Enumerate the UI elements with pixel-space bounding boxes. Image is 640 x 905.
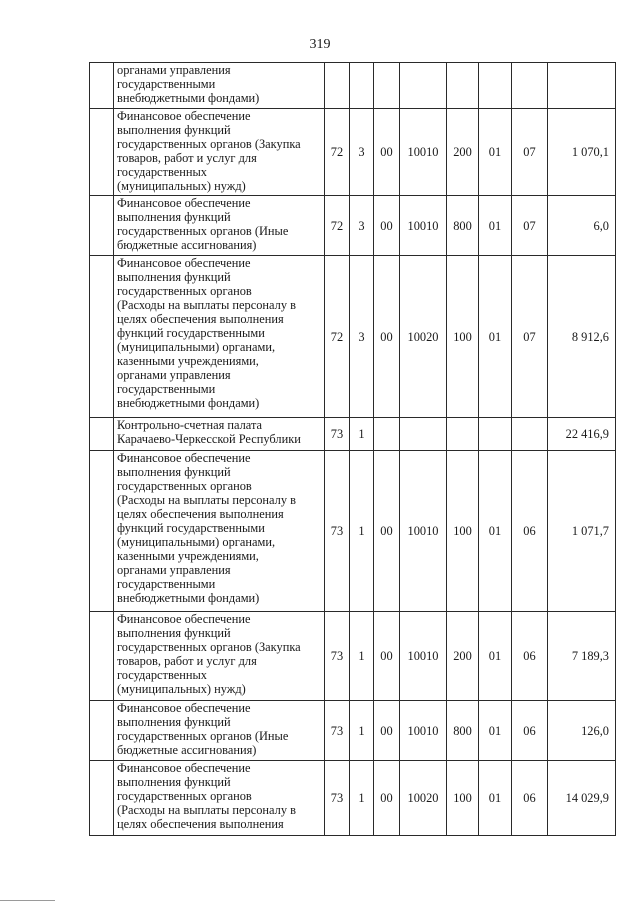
cell-amount: 1 070,1: [548, 109, 616, 196]
cell-c7: 06: [512, 761, 548, 836]
cell-c7: 07: [512, 256, 548, 418]
cell-amount: 1 071,7: [548, 451, 616, 612]
cell-c2: 3: [350, 109, 374, 196]
cell-c6: 01: [479, 451, 512, 612]
table-row: [90, 196, 616, 256]
cell-amount: 8 912,6: [548, 256, 616, 418]
cell-c1: 72: [325, 256, 350, 418]
cell-c4: [400, 418, 447, 451]
blank-cell: [90, 451, 114, 612]
blank-cell: [90, 256, 114, 418]
cell-c7: 06: [512, 612, 548, 701]
cell-c5: [447, 63, 479, 109]
cell-c2: 1: [350, 612, 374, 701]
cell-c1: 72: [325, 196, 350, 256]
cell-c4: 10010: [400, 612, 447, 701]
table-row: [90, 451, 616, 612]
cell-c5: 800: [447, 196, 479, 256]
blank-cell: [90, 761, 114, 836]
cell-c2: 1: [350, 761, 374, 836]
cell-c3: 00: [374, 761, 400, 836]
row-name: Финансовое обеспечение выполнения функций государственных органов (Расходы на выплаты персоналу в целях обеспечения выполнения функций государственными (муниципальными) органами, казенными учреждениями, органами управления государственными внебюджетными фондами): [114, 256, 325, 418]
table-row: [90, 418, 616, 451]
cell-c3: 00: [374, 701, 400, 761]
cell-c6: 01: [479, 196, 512, 256]
cell-c2: 1: [350, 451, 374, 612]
row-name: Финансовое обеспечение выполнения функций государственных органов (Расходы на выплаты персоналу в целях обеспечения выполнения: [114, 761, 325, 836]
row-name: Финансовое обеспечение выполнения функций государственных органов (Закупка товаров, работ и услуг для государственных (муниципальных) нужд): [114, 109, 325, 196]
cell-c6: [479, 63, 512, 109]
cell-amount: 22 416,9: [548, 418, 616, 451]
cell-c1: 73: [325, 418, 350, 451]
cell-c3: 00: [374, 451, 400, 612]
cell-c1: 73: [325, 451, 350, 612]
cell-amount: [548, 63, 616, 109]
cell-c5: [447, 418, 479, 451]
row-name: Контрольно-счетная палата Карачаево-Черкесской Республики: [114, 418, 325, 451]
cell-c6: [479, 418, 512, 451]
blank-cell: [90, 196, 114, 256]
cell-c3: 00: [374, 109, 400, 196]
cell-c4: 10010: [400, 451, 447, 612]
cell-c2: [350, 63, 374, 109]
cell-c6: 01: [479, 256, 512, 418]
blank-cell: [90, 612, 114, 701]
cell-c1: 73: [325, 612, 350, 701]
blank-cell: [90, 63, 114, 109]
blank-cell: [90, 701, 114, 761]
cell-c5: 100: [447, 451, 479, 612]
cell-c7: 06: [512, 701, 548, 761]
cell-c5: 800: [447, 701, 479, 761]
cell-c5: 100: [447, 761, 479, 836]
cell-c6: 01: [479, 109, 512, 196]
cell-c3: 00: [374, 612, 400, 701]
budget-table: [89, 62, 616, 836]
cell-c7: [512, 418, 548, 451]
table-row: [90, 63, 616, 109]
table-row: [90, 612, 616, 701]
cell-amount: 14 029,9: [548, 761, 616, 836]
cell-c6: 01: [479, 612, 512, 701]
table-row: [90, 256, 616, 418]
row-name: Финансовое обеспечение выполнения функций государственных органов (Иные бюджетные ассигнования): [114, 196, 325, 256]
cell-c1: 73: [325, 701, 350, 761]
cell-c3: 00: [374, 196, 400, 256]
cell-c6: 01: [479, 761, 512, 836]
cell-c1: 73: [325, 761, 350, 836]
row-name: Финансовое обеспечение выполнения функций государственных органов (Расходы на выплаты персоналу в целях обеспечения выполнения функций государственными (муниципальными) органами, казенными учреждениями, органами управления государственными внебюджетными фондами): [114, 451, 325, 612]
cell-c2: 1: [350, 418, 374, 451]
table-row: [90, 109, 616, 196]
page-number: 319: [309, 37, 331, 52]
cell-amount: 7 189,3: [548, 612, 616, 701]
row-name: Финансовое обеспечение выполнения функций государственных органов (Закупка товаров, работ и услуг для государственных (муниципальных) нужд): [114, 612, 325, 701]
cell-c4: 10010: [400, 701, 447, 761]
cell-c2: 1: [350, 701, 374, 761]
cell-c4: 10020: [400, 256, 447, 418]
cell-c4: 10020: [400, 761, 447, 836]
cell-c2: 3: [350, 196, 374, 256]
row-name: Финансовое обеспечение выполнения функций государственных органов (Иные бюджетные ассигнования): [114, 701, 325, 761]
cell-amount: 6,0: [548, 196, 616, 256]
cell-c7: 07: [512, 196, 548, 256]
cell-c3: [374, 418, 400, 451]
cell-c5: 100: [447, 256, 479, 418]
cell-c4: 10010: [400, 196, 447, 256]
table-row: [90, 761, 616, 836]
cell-c4: [400, 63, 447, 109]
scan-edge-mark: [0, 900, 55, 901]
cell-c7: 07: [512, 109, 548, 196]
cell-c4: 10010: [400, 109, 447, 196]
cell-c1: 72: [325, 109, 350, 196]
cell-c5: 200: [447, 109, 479, 196]
blank-cell: [90, 418, 114, 451]
row-name: органами управления государственными внебюджетными фондами): [114, 63, 325, 109]
cell-c7: [512, 63, 548, 109]
cell-c5: 200: [447, 612, 479, 701]
cell-c1: [325, 63, 350, 109]
cell-c2: 3: [350, 256, 374, 418]
blank-cell: [90, 109, 114, 196]
cell-c3: 00: [374, 256, 400, 418]
cell-c7: 06: [512, 451, 548, 612]
table-row: [90, 701, 616, 761]
cell-c3: [374, 63, 400, 109]
cell-amount: 126,0: [548, 701, 616, 761]
cell-c6: 01: [479, 701, 512, 761]
